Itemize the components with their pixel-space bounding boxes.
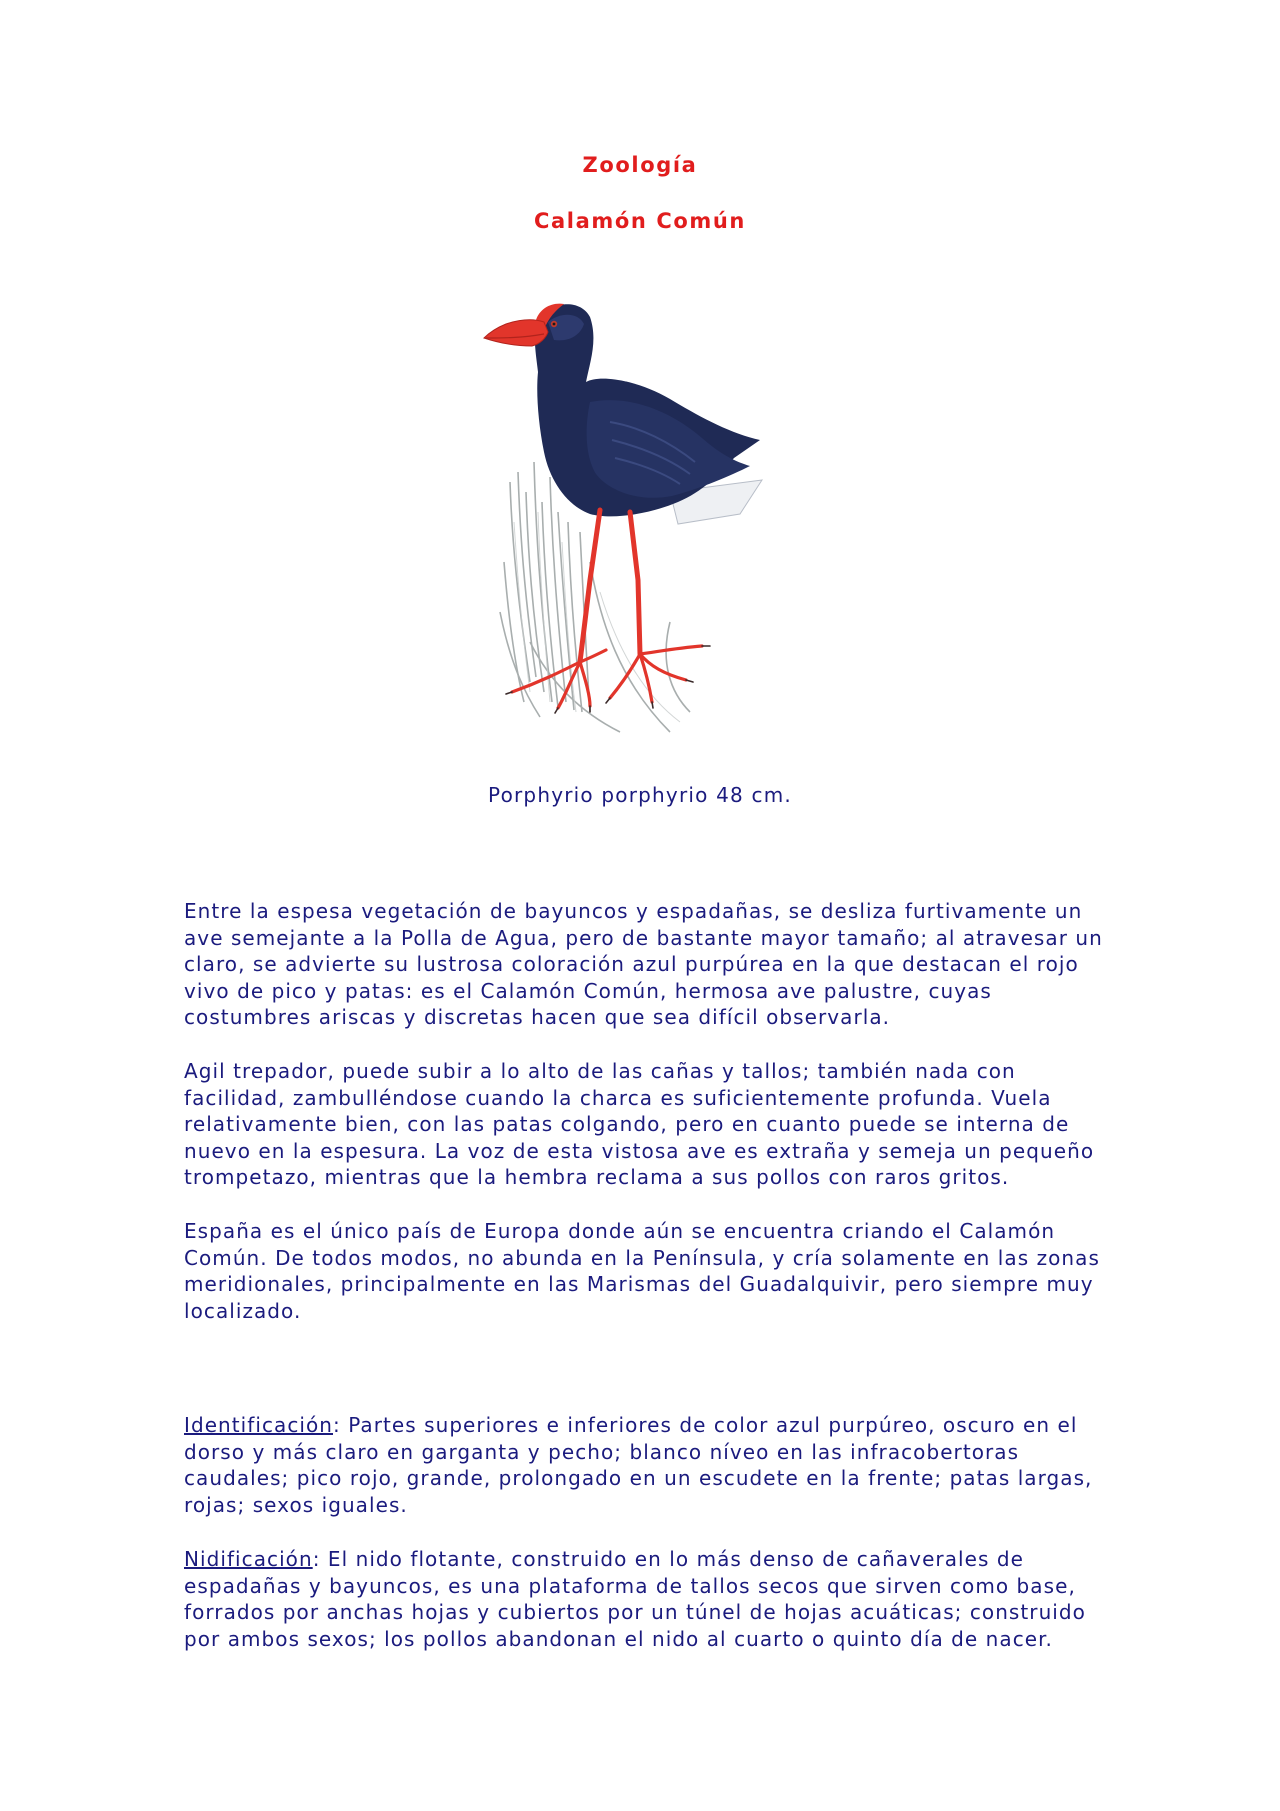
purple-swamphen-illustration — [440, 262, 820, 762]
nesting-section — [184, 1546, 1104, 1652]
paragraph-intro: Entre la espesa vegetación de bayuncos y espadañas, se desliza furtivamente un ave semejante a la Polla de Agua, pero de bastante mayor tamaño; al atravesar un claro, se advierte su lustrosa coloración azul purpúrea en la que destacan el rojo vivo de pico y patas: es el Calamón Común, hermosa ave palustre, cuyas costumbres ariscas y discretas hacen que sea difícil observarla. — [184, 899, 1103, 1029]
nesting-text: El nido flotante, construido en lo más denso de cañaverales de espadañas y bayuncos, es una plataforma de tallos secos que sirven como base, forrados por anchas hojas y cubiertos por un túnel de hojas acuáticas; construido por ambos sexos; los pollos abandonan el nido al cuarto o quinto día de nacer. — [184, 1547, 1086, 1651]
identification-separator: : — [333, 1413, 341, 1437]
identification-text: Partes superiores e inferiores de color azul purpúreo, oscuro en el dorso y más claro en garganta y pecho; blanco níveo en las infracobertoras caudales; pico rojo, grande, prolongado en un escudete en la frente; patas largas, rojas; sexos iguales. — [184, 1413, 1093, 1517]
nesting-term: Nidificación — [184, 1547, 313, 1571]
identification-section — [184, 1412, 1104, 1518]
paragraph-distribution: España es el único país de Europa donde aún se encuentra criando el Calamón Común. De todos modos, no abunda en la Península, y cría solamente en las zonas meridionales, principalmente en las Marismas del Guadalquivir, pero siempre muy localizado. — [184, 1219, 1100, 1323]
bird-bill — [484, 320, 548, 346]
page-title: Calamón Común — [534, 209, 746, 233]
identification-term: Identificación — [184, 1413, 333, 1437]
section-heading: Zoología — [582, 153, 698, 177]
bird-feet — [512, 646, 702, 708]
nesting-separator: : — [312, 1547, 321, 1571]
figure-caption: Porphyrio porphyrio 48 cm. — [488, 783, 792, 807]
paragraph-behavior: Agil trepador, puede subir a lo alto de las cañas y tallos; también nada con facilidad, zambulléndose cuando la charca es suficientemente profunda. Vuela relativamente bien, con las patas colgando, pero en cuanto puede se interna de nuevo en la espesura. La voz de esta vistosa ave es extraña y semeja un pequeño trompetazo, mientras que la hembra reclama a sus pollos con raros gritos. — [184, 1059, 1095, 1189]
